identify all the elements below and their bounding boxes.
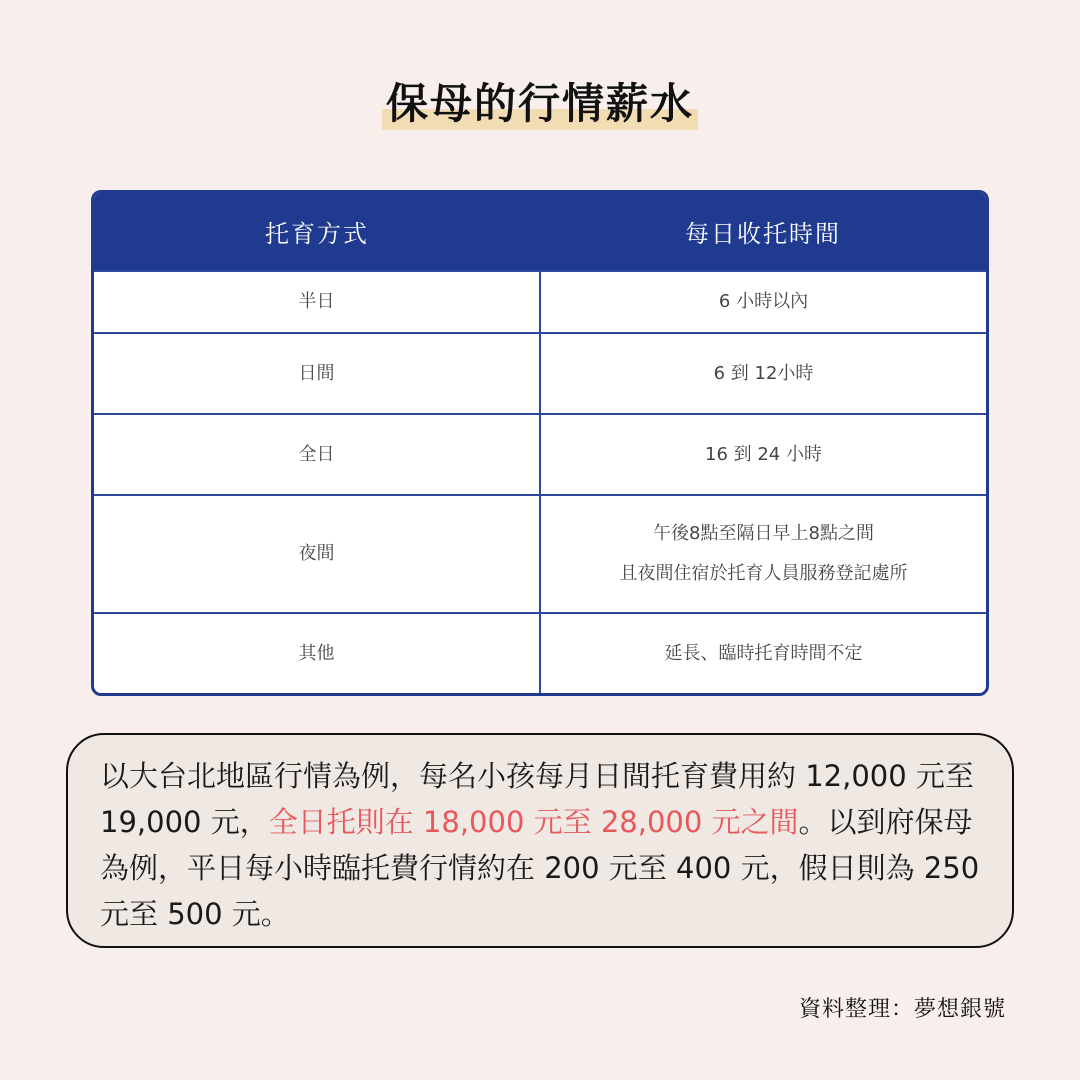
table-header-row xyxy=(94,193,986,271)
cell-hours xyxy=(540,271,986,333)
table-row xyxy=(94,333,986,414)
cell-care-type: 夜間 xyxy=(94,495,540,613)
header-care-type: 托育方式 xyxy=(265,220,369,248)
cell-hours-line: 6 到 12小時 xyxy=(713,362,814,384)
source-credit: 資料整理：夢想銀號 xyxy=(798,997,1006,1022)
care-type-table xyxy=(91,190,989,696)
table-row xyxy=(94,414,986,495)
note-highlight: 全日托則在 18,000 元至 28,000 元之間 xyxy=(268,805,799,839)
price-note-box xyxy=(66,733,1014,948)
cell-hours xyxy=(540,495,986,613)
cell-hours-line: 6 小時以內 xyxy=(718,291,809,312)
cell-hours-line: 延長、臨時托育時間不定 xyxy=(664,642,863,664)
cell-care-type: 半日 xyxy=(94,271,540,333)
page-title: 保母的行情薪水 xyxy=(382,78,698,130)
cell-hours xyxy=(540,333,986,414)
table-row xyxy=(94,613,986,693)
cell-hours-line: 午後8點至隔日早上8點之間 xyxy=(653,523,874,544)
cell-hours-line: 16 到 24 小時 xyxy=(705,443,822,465)
table-row xyxy=(94,495,986,613)
cell-hours xyxy=(540,613,986,693)
table xyxy=(94,193,986,693)
cell-hours xyxy=(540,414,986,495)
cell-hours-line: 且夜間住宿於托育人員服務登記處所 xyxy=(619,563,908,584)
table-row xyxy=(94,271,986,333)
note-text-part2: 。以到府保母為例，平日每小時臨托費行情約在 200 元至 400 元，假日則為 250 元至 500 元。 xyxy=(100,805,980,931)
header-daily-hours: 每日收托時間 xyxy=(685,220,841,248)
note-text-part1: 以大台北地區行情為例，每名小孩每月日間托育費用約 12,000 元至 19,000 元， xyxy=(100,759,974,839)
cell-care-type: 其他 xyxy=(94,613,540,693)
cell-care-type: 全日 xyxy=(94,414,540,495)
title-wrap xyxy=(0,78,1080,130)
cell-care-type: 日間 xyxy=(94,333,540,414)
